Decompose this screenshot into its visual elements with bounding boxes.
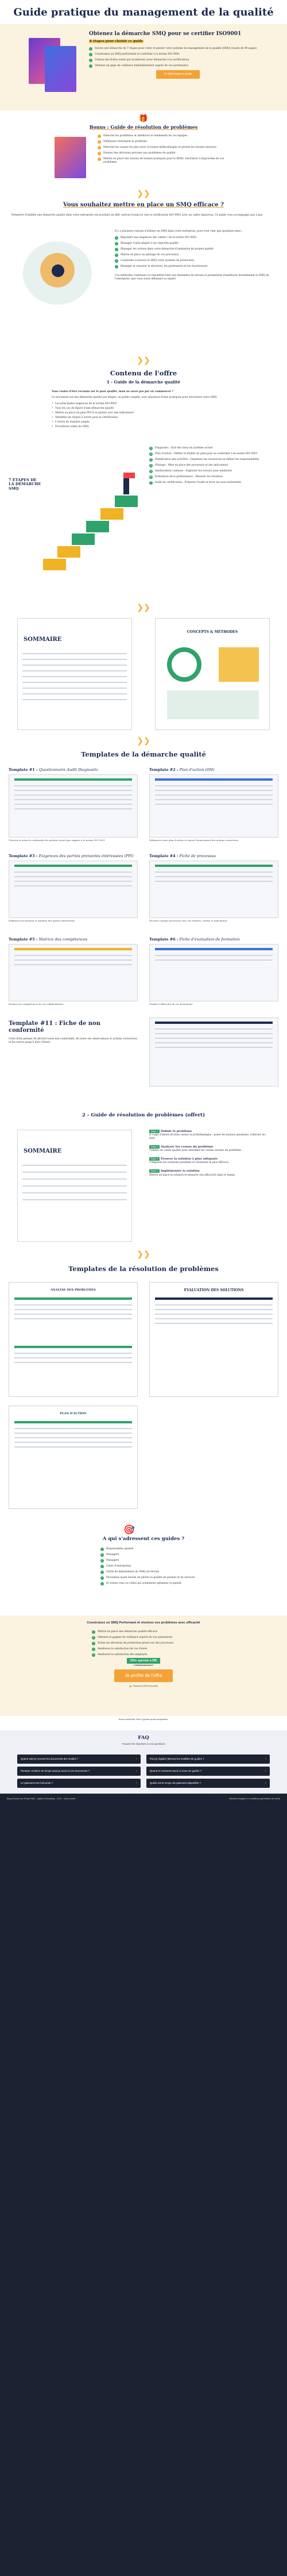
check-icon: ✓ [115, 247, 118, 251]
check-icon: ✓ [115, 236, 118, 239]
why-section: Vous souhaitez mettre en place un SMQ efficace ? Démarrer d'emblée une démarche qualité dans votre entreprise est pourtant un défi, surtout lorsqu'on vise la certification ISO 9001 avec un cadre rigoureux. Ce guide vous accompagne pas à pas. Il y a plusieurs raisons d'utiliser un SMQ dans votre entreprise, pour n'en citer que quelques-unes : ✓ Répondre aux exigences des clients / de la norme ISO 9001 ✓ Manager l'outil adapté à vos objectifs qualité ✓ Manager les actions dans votre démarche d'animation de projets qualité ✓ Mettre en place un pilotage de vos processus ✓ Construire à travers le SMQ votre système de production ✓ Manager et rassurer la direction, les partenaires et les fournisseurs Ces méthodes contenues ici répondent bien aux demandes du terrain et permettent d'améliorer durablement le SMQ de l'entreprise, que vous soyez débutant ou expert. [0, 201, 287, 351]
faq-item[interactable]: Quelle est le moyen de paiement disponible ? + [146, 1779, 270, 1788]
template2-preview: PLAN D'ACTION [9, 1406, 138, 1509]
plus-icon: + [135, 1769, 137, 1772]
template2-preview: ÉVALUATION DES SOLUTIONS [149, 1282, 278, 1397]
template-card[interactable]: Template #3 : Exigences des parties prenantes intéressées (PPI) Définissez les besoins et attentes des parties intéressées [9, 854, 138, 922]
check-icon: ✓ [92, 1636, 95, 1639]
offer-p1: Vous voulez d'être reconnu sur le pour qualité, mais ne savez pas par où commencer ? [52, 390, 174, 393]
faq-item[interactable]: Puis-je régulier (Bonus) les modèles de guides ? + [146, 1755, 270, 1764]
hero-section [0, 24, 287, 110]
faq-item[interactable]: Quand et comment savoir si vous me garder ? + [146, 1767, 270, 1776]
offer-list: • Les principales exigences de la norme ISO 9001 • Tous les cas de figure d'une démarche qualité • Mettre en place un plan PDCA et piloter avec des indicateurs • Identifier les étapes à suivre pour la certification • L'écrire de manière simple • Procédures utiles du SMQ [52, 402, 235, 429]
check-icon: ✓ [101, 1565, 103, 1568]
template-card[interactable]: Template #6 : Fiche d'évaluation de formation Evaluez l'efficacité de vos formations [149, 937, 278, 1005]
step-icon: 5 [150, 470, 152, 473]
why-intro: Démarrer d'emblée une démarche qualité dans votre entreprise est pourtant un défi, surtout lorsqu'on vise la certification ISO 9001 avec un cadre rigoureux. Ce guide vous accompagne pas à pas. [11, 213, 263, 217]
why-title: Vous souhaitez mettre en place un SMQ efficace ? [63, 202, 224, 208]
plus-icon: + [265, 1769, 266, 1772]
check-icon: ✓ [115, 253, 118, 256]
templates-title: Templates de la démarche qualité [81, 750, 206, 758]
check-icon: ✓ [98, 146, 100, 149]
why-outro: Ces méthodes contenues ici répondent bien aux demandes du terrain et permettent d'améliorer durablement le SMQ de l'entreprise, que vous soyez débutant ou expert. [115, 274, 269, 281]
template-card[interactable]: Template #4 : Fiche de processus Décrivez chaque processus avec ses entrées, sorties et indicateurs [149, 854, 278, 922]
sommaire-preview: SOMMAIRE [17, 618, 132, 730]
footer-legal[interactable]: Mentions légales et conditions générales de vente [229, 1797, 280, 1800]
check-icon: ✓ [92, 1641, 95, 1645]
price-old: ~~89€ au lieu de~~ [133, 1664, 154, 1667]
offer-section: Contenu de l'offre 1 - Guide de la démarche qualité Vous voulez d'être reconnu sur le pour qualité, mais ne savez pas par où commencer ? Ce document est une démarche qualité par étapes, un guide complet, avec plusieurs fiches pratiques pour structurer votre SMQ. • Les principales exigences de la norme ISO 9001 • Tous les cas de figure d'une démarche qualité • Mettre en place un plan PDCA et piloter avec des indicateurs • Identifier les étapes à suivre pour la certification • L'écrire de manière simple • Procédures utiles du SMQ 7 ÉTAPES DE LA DÉMARCHE SMQ 1 Diagnostic : Etat des lieux du système actuel 2 Plan d'action : Définir et établir un plan pour se conformer à la norme ISO 9001 3 Planification des activités : Organiser les ressources et définir les responsabilités 4 Pilotage : Mise en place des processus et des indicateurs 5 Amélioration continue : Exploiter les retours pour améliorer 6 Evaluation de la performance : Mesurer les résultats 7 Audit de certification : Préparer l'audit et lever les non-conformités [0, 369, 287, 599]
target-icon: 🎯 [123, 1524, 135, 1535]
sommaire-previews [0, 618, 287, 736]
step-icon: 6 [150, 475, 152, 478]
template2-preview: ANALYSE DES PROBLÈMES [9, 1282, 138, 1397]
step-icon: 4 [150, 464, 152, 467]
footer-links[interactable]: Blog Gestion de Projet SAS - Qabel Consulting - CGV - Nous écrire [7, 1797, 76, 1800]
chevron-down-icon: ❯❯ [137, 1250, 150, 1259]
concepts-preview: CONCEPTS & MÉTHODES [155, 618, 270, 730]
offer-title: Contenu de l'offre [110, 369, 177, 377]
check-icon: ✓ [115, 259, 118, 262]
hero-headline: Obtenez la démarche SMQ pour se certifier ISO9001 [89, 31, 242, 37]
check-icon: ✓ [101, 1548, 103, 1550]
step-icon: 2 [150, 452, 152, 455]
template-preview [149, 1018, 278, 1087]
plus-icon: + [265, 1781, 266, 1784]
step-icon: 1 [150, 447, 152, 450]
faq-item[interactable]: Pendant combien de temps aurai-je accès à ces documents ? + [17, 1767, 141, 1776]
faq-subtitle: Trouvez les réponses à vos questions [122, 1742, 165, 1746]
template-card[interactable]: Template #5 : Matrice des compétences Evaluez les compétences de vos collaborateurs [9, 937, 138, 1005]
check-icon: ✓ [115, 241, 118, 245]
download-guide-button[interactable]: Je télécharge le guide [156, 70, 200, 79]
hero-subline: 8 étapes pour choisir ce guide [90, 39, 144, 43]
check-icon: ✓ [92, 1647, 95, 1650]
templates2-section [0, 1265, 287, 1518]
check-icon: ✓ [90, 47, 92, 51]
template-card[interactable]: Template #11 : Fiche de non conformité Cette fiche permet de décrire toute non-conformité, de noter ses observations et actions correctives, et les suivre jusqu'à leur clôture. [9, 1020, 138, 1044]
chevron-down-icon: ❯❯ [137, 189, 150, 198]
guide2-step: Etape 3 Trouver la solution à plus adéquate Comparez les solutions possibles et choisissez la plus efficace. [149, 1157, 230, 1165]
check-icon: ✓ [98, 152, 100, 155]
bonus-title: Bonus : Guide de résolution de problèmes [89, 124, 198, 130]
page-title: Guide pratique du management de la qualité [13, 6, 274, 18]
step-icon: 3 [150, 458, 152, 461]
faq-section [0, 1730, 287, 1794]
step-icon: 7 [150, 481, 152, 484]
secure-payment: 🔒 Paiement 100% sécurisé [129, 1684, 158, 1688]
guide2-step: Etape 1 Définir le problème Il s'agit d'abord de bien cerner la problématique : poser les bonnes questions, collecter les faits. [149, 1130, 266, 1141]
bonus-section: Bonus : Guide de résolution de problèmes ✓ Détectez les problèmes et améliorez le rendement de vos équipes ✓ Définissez clairement le problème ✓ Détectez les causes les plus (avec la bonne méthodologie) et prenez les bonnes mesures ✓ Donnez des décisions précises aux problèmes de qualité ✓ Mettez en place des actions de bonnes pratiques pour le BIND, résolution à long terme de vos problèmes [0, 124, 287, 187]
templates-section [0, 750, 287, 1112]
offer-subtitle: 1 - Guide de la démarche qualité [106, 379, 181, 385]
check-icon: ✓ [98, 135, 100, 137]
check-icon: ✓ [101, 1576, 103, 1579]
guide2-step: Etape 2 Analyser les causes du problème Utilisez les outils qualité pour identifier les causes racines du problème. [149, 1145, 242, 1153]
plus-icon: + [135, 1757, 137, 1760]
footer [0, 1794, 287, 2576]
check-icon: ✓ [92, 1653, 95, 1656]
guide2-title: 2 - Guide de résolution de problèmes (offert) [82, 1112, 205, 1118]
cta-section: Construisez un SMQ Performant et résolvez vos problèmes avec efficacité ✓ Mettre en place une démarche qualité efficace ✓ Obtenez et gagnez de confiance auprès de vos partenaires ✓ Evitez les décisions de production prises sur des processus ✓ Améliorez la satisfaction de vos clients ✓ Améliorez la satisfaction des employés Offre spéciale à 59€ ~~89€ au lieu de~~ Je profite de l'offre 🔒 Paiement 100% sécurisé [0, 1615, 287, 1716]
template-card[interactable]: Template #1 : Questionnaire Audit Diagnostic Trouvez et notez la conformité du système actuel par rapport à la norme ISO 9001 [9, 767, 138, 842]
template-card[interactable]: Template #2 : Plan d'action (6M) Définissez votre plan d'action et suivez l'avancement des actions correctives [149, 767, 278, 842]
guide2-preview: SOMMAIRE [17, 1130, 132, 1242]
steps-staircase [9, 444, 146, 588]
hero-books-image [23, 33, 80, 97]
chevron-down-icon: ❯❯ [137, 736, 150, 746]
price-label: Offre spéciale à 59€ [127, 1658, 161, 1664]
check-icon: ✓ [101, 1553, 103, 1556]
plus-icon: + [135, 1781, 137, 1784]
audience-title: A qui s'adressent ces guides ? [102, 1536, 185, 1542]
chevron-down-icon: ❯❯ [137, 603, 150, 612]
faq-item[interactable]: Quand vais-je recevoir les documents des Guides ? + [17, 1755, 141, 1764]
check-icon: ✓ [101, 1559, 103, 1562]
check-icon: ✓ [101, 1571, 103, 1573]
templates2-title: Templates de la résolution de problèmes [68, 1265, 219, 1273]
check-icon: ✓ [92, 1630, 95, 1633]
faq-item[interactable]: Le paiement est-il sécurisé ? + [17, 1779, 141, 1788]
cta-title: Construisez un SMQ Performant et résolvez vos problèmes avec efficacité [87, 1621, 200, 1625]
check-icon: ✓ [115, 264, 118, 268]
guide2-step: Etape 4 Implémenter la solution Mettre en place la solution et mesurer son efficacité dans le temps. [149, 1169, 236, 1177]
check-icon: ✓ [101, 1582, 103, 1585]
offer-button[interactable]: Je profite de l'offre [114, 1669, 172, 1683]
why-lead: Il y a plusieurs raisons d'utiliser un SMQ dans votre entreprise, pour n'en citer que quelques-unes : [115, 230, 243, 233]
gift-icon: 🎁 [138, 114, 149, 123]
audience-section: 🎯 A qui s'adressent ces guides ? ✓ Responsables qualité ✓ Managers ✓ Managers ✓ Chefs d'entreprises ✓ Outils de déploiement du SMQ de terrain ✓ Personnes ayant besoin de piloter la qualité de produit et de services ✓ Et toutes ceux ou celles qui souhaitent optimiser la qualité [0, 1523, 287, 1610]
check-icon: ✓ [90, 53, 92, 56]
check-icon: ✓ [98, 158, 100, 160]
cta-note: Accès immédiat. Mes 3 guides après acquisition. [118, 1718, 169, 1721]
header [0, 6, 287, 22]
guide2-section [0, 1112, 287, 1250]
check-icon: ✓ [90, 64, 92, 68]
why-illustration [17, 230, 103, 316]
faq-title: FAQ [138, 1735, 149, 1741]
plus-icon: + [265, 1757, 266, 1760]
hero-bullets: ✓ Suivez une démarche de 7 étapes pour créer et piloter votre système de management de la qualité (SMQ) (Guide de 90 pages) ✓ Construisez un SMQ performant et conforme à la norme ISO 9001 ✓ Utilisez des fiches outils qui m'aideront (avec démarche à la certification) ✓ Obtenez un gage de confiance immédiatement auprès de vos partenaires [90, 47, 257, 68]
bonus-book-image [55, 135, 89, 181]
check-icon: ✓ [90, 59, 92, 62]
steps-title: 7 ÉTAPES DE LA DÉMARCHE SMQ [9, 478, 41, 491]
chevron-down-icon: ❯❯ [137, 356, 150, 365]
check-icon: ✓ [98, 140, 100, 143]
offer-p2: Ce document est une démarche qualité par étapes, un guide complet, avec plusieurs fiches pratiques pour structurer votre SMQ. [52, 396, 218, 399]
